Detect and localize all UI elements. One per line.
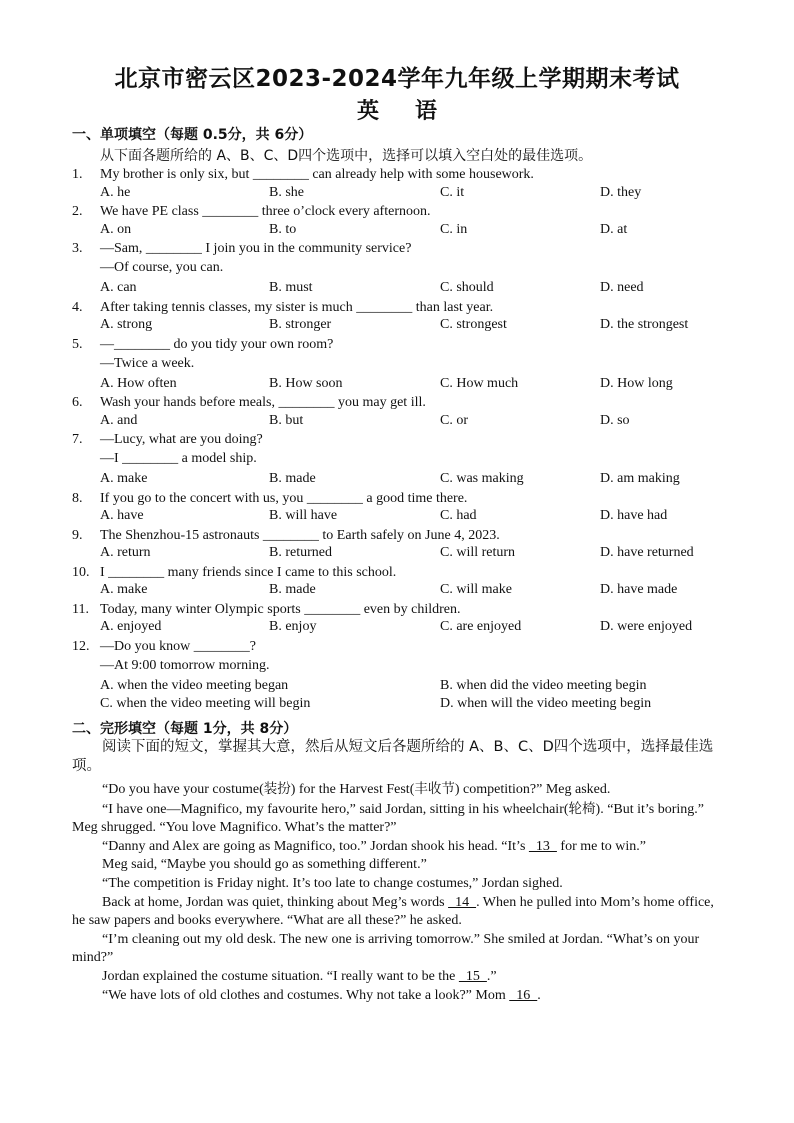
option-c[interactable]: C. had: [440, 508, 477, 523]
chinese-gloss: 装扮: [263, 781, 291, 797]
passage-paragraph: [72, 894, 720, 931]
options-row: [100, 185, 740, 203]
options-row: [100, 317, 740, 335]
question-stem: —________ do you tidy your own room?: [100, 336, 334, 352]
option-d[interactable]: D. at: [600, 221, 628, 237]
cloze-passage: [72, 780, 720, 1005]
cloze-blank[interactable]: 13: [528, 838, 557, 854]
option-c[interactable]: C. when the video meeting will begin: [100, 696, 311, 711]
options-row: [100, 696, 740, 714]
question-stem: Today, many winter Olympic sports ________ even by children.: [100, 601, 461, 617]
options-row: [100, 413, 740, 431]
question-number: 1.: [72, 167, 83, 182]
option-d[interactable]: D. so: [600, 412, 630, 428]
option-b[interactable]: B. returned: [269, 545, 332, 560]
question-number: 12.: [72, 638, 90, 654]
question-stem: —Lucy, what are you doing?: [100, 432, 263, 447]
cloze-blank[interactable]: 15: [458, 968, 487, 984]
option-c[interactable]: C. in: [440, 221, 468, 237]
option-d[interactable]: D. have returned: [600, 545, 694, 560]
option-d[interactable]: D. How long: [600, 375, 673, 391]
options-row: [100, 280, 740, 298]
passage-text: ) competition?” Meg asked.: [454, 782, 611, 797]
option-c[interactable]: C. will return: [440, 545, 516, 560]
question-stem: If you go to the concert with us, you ________ a good time there.: [100, 490, 468, 506]
question-reply: —I ________ a model ship.: [100, 451, 257, 466]
option-b[interactable]: B. but: [269, 412, 304, 428]
passage-paragraph: [72, 875, 720, 894]
option-b[interactable]: B. when did the video meeting begin: [440, 677, 647, 693]
passage-text: ) for the Harvest Fest(: [290, 782, 415, 797]
section2-instruction: 阅读下面的短文，掌握其大意，然后从短文后各题所给的 A、B、C、D四个选项中，选择最佳选项。: [72, 739, 714, 774]
question-stem: —Sam, ________ I join you in the community service?: [100, 241, 412, 256]
option-a[interactable]: A. can: [100, 280, 137, 295]
passage-text: .”: [486, 968, 497, 984]
passage-text: “Do you have your costume(: [102, 782, 264, 797]
option-c[interactable]: C. will make: [440, 582, 512, 597]
question-stem: After taking tennis classes, my sister is much ________ than last year.: [100, 299, 494, 315]
options-row: [100, 471, 740, 489]
passage-text: .: [537, 987, 541, 1003]
section1-heading: 一、单项填空（每题 0.5分，共 6分）: [72, 127, 313, 143]
passage-text: Back at home, Jordan was quiet, thinking about Meg’s words: [102, 894, 449, 910]
passage-text: Jordan explained the costume situation. “I really want to be the: [102, 968, 459, 984]
option-a[interactable]: A. make: [100, 582, 148, 597]
question-number: 9.: [72, 527, 83, 543]
option-b[interactable]: B. she: [269, 184, 304, 200]
option-b[interactable]: B. How soon: [269, 375, 343, 391]
question-stem: We have PE class ________ three o’clock every afternoon.: [100, 204, 431, 219]
option-b[interactable]: B. made: [269, 471, 316, 486]
question-stem: Wash your hands before meals, ________ you may get ill.: [100, 395, 426, 410]
option-d[interactable]: D. have made: [600, 582, 678, 597]
option-c[interactable]: C. strongest: [440, 317, 507, 332]
question-stem: The Shenzhou-15 astronauts ________ to Earth safely on June 4, 2023.: [100, 527, 500, 543]
question-number: 10.: [72, 564, 90, 580]
option-a[interactable]: A. strong: [100, 317, 153, 332]
passage-text: “I have one—Magnifico, my favourite hero,” said Jordan, sitting in his wheelchair(: [102, 801, 569, 817]
passage-text: for me to win.”: [556, 838, 646, 854]
options-row: [100, 678, 740, 696]
passage-text: ). “But it’s boring.” Meg shrugged. “You love Magnifico. What’s the matter?”: [72, 801, 705, 836]
passage-text: “We have lots of old clothes and costumes. Why not take a look?” Mom: [102, 987, 510, 1003]
passage-paragraph: [72, 987, 720, 1006]
option-b[interactable]: B. to: [269, 221, 297, 237]
chinese-gloss: 丰收节: [414, 781, 455, 797]
option-a[interactable]: A. return: [100, 545, 151, 560]
question-number: 4.: [72, 299, 83, 315]
option-a[interactable]: A. enjoyed: [100, 619, 162, 634]
option-d[interactable]: D. they: [600, 184, 642, 200]
subject-title: 英语: [356, 99, 473, 124]
option-a[interactable]: A. have: [100, 508, 144, 523]
question-reply: —Twice a week.: [100, 355, 195, 371]
option-c[interactable]: C. was making: [440, 471, 524, 486]
passage-text: Meg said, “Maybe you should go as something different.”: [102, 857, 427, 873]
option-a[interactable]: A. on: [100, 221, 132, 237]
passage-text: “I’m cleaning out my old desk. The new one is arriving tomorrow.” She smiled at Jordan. “What’s on your mind?”: [72, 931, 700, 966]
cloze-blank[interactable]: 14: [448, 894, 477, 910]
option-c[interactable]: C. are enjoyed: [440, 619, 522, 634]
question-reply: —Of course, you can.: [100, 260, 224, 275]
option-c[interactable]: C. should: [440, 280, 494, 295]
exam-title: 北京市密云区2023-2024学年九年级上学期期末考试: [114, 66, 680, 92]
option-a[interactable]: A. when the video meeting began: [100, 677, 289, 693]
passage-paragraph: [72, 931, 720, 968]
option-b[interactable]: B. enjoy: [269, 619, 317, 634]
option-b[interactable]: B. must: [269, 280, 313, 295]
option-d[interactable]: D. the strongest: [600, 317, 689, 332]
passage-paragraph: [72, 800, 720, 838]
option-d[interactable]: D. when will the video meeting begin: [440, 696, 652, 711]
options-row: [100, 619, 740, 637]
question-reply: —At 9:00 tomorrow morning.: [100, 657, 270, 673]
option-d[interactable]: D. have had: [600, 508, 668, 523]
option-d[interactable]: D. need: [600, 280, 644, 295]
options-row: [100, 508, 740, 526]
passage-text: “Danny and Alex are going as Magnifico, too.” Jordan shook his head. “It’s: [102, 838, 529, 854]
options-row: [100, 582, 740, 600]
passage-text: “The competition is Friday night. It’s too late to change costumes,” Jordan sighed.: [102, 875, 563, 891]
option-a[interactable]: A. and: [100, 412, 138, 428]
option-c[interactable]: C. How much: [440, 375, 519, 391]
option-d[interactable]: D. am making: [600, 471, 680, 486]
passage-paragraph: [72, 856, 720, 875]
passage-paragraph: [72, 838, 720, 857]
options-row: [100, 545, 740, 563]
option-a[interactable]: A. he: [100, 184, 131, 200]
passage-paragraph: [72, 780, 720, 800]
question-number: 8.: [72, 490, 83, 506]
question-stem: I ________ many friends since I came to this school.: [100, 564, 397, 580]
question-stem: —Do you know ________?: [100, 638, 256, 654]
cloze-blank[interactable]: 16: [509, 987, 538, 1003]
question-number: 3.: [72, 241, 83, 256]
question-stem: My brother is only six, but ________ can already help with some housework.: [100, 167, 534, 182]
question-number: 5.: [72, 336, 83, 352]
option-c[interactable]: C. it: [440, 184, 465, 200]
passage-paragraph: [72, 968, 720, 987]
options-row: [100, 376, 740, 394]
option-b[interactable]: B. stronger: [269, 317, 332, 332]
passage-text: . When he pulled into Mom’s home office, he saw papers and books everywhere. “What are all these?” he asked.: [72, 894, 714, 929]
option-a[interactable]: A. make: [100, 471, 148, 486]
chinese-gloss: 轮椅: [568, 800, 596, 817]
section1-instruction: 从下面各题所给的 A、B、C、D四个选项中，选择可以填入空白处的最佳选项。: [100, 148, 593, 164]
question-number: 2.: [72, 204, 83, 219]
question-number: 11.: [72, 601, 89, 617]
question-number: 6.: [72, 395, 83, 410]
question-number: 7.: [72, 432, 83, 447]
option-c[interactable]: C. or: [440, 412, 468, 428]
options-row: [100, 222, 740, 240]
option-a[interactable]: A. How often: [100, 375, 177, 391]
option-d[interactable]: D. were enjoyed: [600, 619, 693, 634]
section2-heading: 二、完形填空（每题 1分，共 8分）: [72, 721, 298, 737]
option-b[interactable]: B. will have: [269, 508, 338, 523]
option-b[interactable]: B. made: [269, 582, 316, 597]
